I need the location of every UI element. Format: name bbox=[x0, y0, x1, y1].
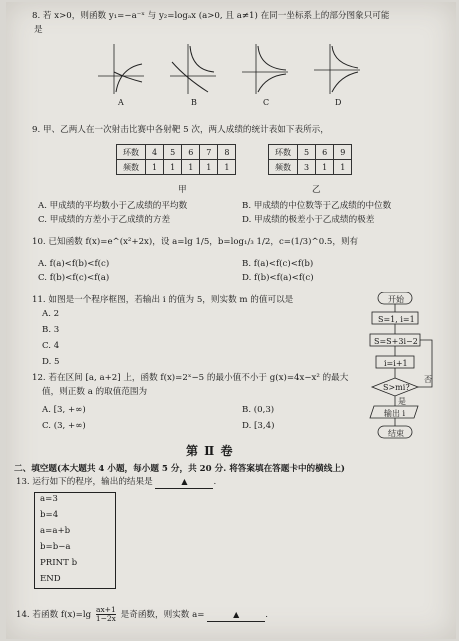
code-line: a=3 bbox=[40, 494, 58, 504]
q11-option-c: C. 4 bbox=[42, 341, 60, 351]
flow-end: 结束 bbox=[388, 429, 404, 438]
q13-stem: 13. 运行如下的程序，输出的结果是 bbox=[16, 477, 153, 487]
q10-option-c: C. f(b)<f(c)<f(a) bbox=[38, 273, 110, 283]
graph-c-label: C bbox=[263, 98, 270, 107]
part2-heading: 二、填空题(本大题共 4 小题，每小题 5 分，共 20 分. 将答案填在答题卡中的横线上) bbox=[14, 464, 345, 474]
flow-step: S=S+3i−2 bbox=[374, 337, 418, 346]
q12-text-2: 值，则正数 a 的取值范围为 bbox=[42, 387, 148, 397]
flow-inc: i=i+1 bbox=[384, 359, 408, 368]
q10-text: 10. 已知函数 f(x)=e^(x²+2x)，设 a=lg 1/5，b=log₁/₃ 1/2，c=(1/3)^0.5，则有 bbox=[32, 237, 359, 247]
table-cell: 1 bbox=[218, 160, 236, 175]
q14-stem-a: 14. 若函数 f(x)=lg bbox=[16, 610, 92, 620]
graph-a bbox=[96, 42, 146, 97]
graph-b-label: B bbox=[191, 98, 197, 107]
flow-cond: S>mi? bbox=[383, 383, 410, 392]
graph-a-label: A bbox=[118, 98, 124, 107]
q11-text: 11. 如图是一个程序框图，若输出 i 的值为 5，则实数 m 的值可以是 bbox=[32, 295, 294, 305]
q14-answer-blank bbox=[207, 609, 265, 622]
q12-option-d: D. [3,4) bbox=[242, 421, 275, 431]
q14-fraction-den: 1−2x bbox=[95, 614, 116, 623]
table-jia-caption: 甲 bbox=[178, 185, 187, 195]
q13-text: 13. 运行如下的程序，输出的结果是 ▲ . bbox=[16, 477, 217, 487]
q10-option-d: D. f(b)<f(a)<f(c) bbox=[242, 273, 314, 283]
q10-option-a: A. f(a)<f(b)<f(c) bbox=[38, 259, 110, 269]
triangle-icon: ▲ bbox=[233, 610, 240, 619]
q12-text: 12. 若在区间 [a, a+2] 上，函数 f(x)=2ˣ−5 的最小值不小于 g(x)=4x−x² 的最大 bbox=[32, 373, 349, 383]
graph-d bbox=[312, 42, 362, 97]
q11-option-a: A. 2 bbox=[42, 309, 60, 319]
table-cell: 4 bbox=[146, 145, 164, 160]
code-line: b=4 bbox=[40, 510, 59, 520]
code-line: END bbox=[40, 574, 61, 584]
q14-text: 14. 若函数 f(x)=lg $\frac{ax+1}{1-2x}$ 是奇函数，则实数 a= ▲ . bbox=[16, 605, 268, 623]
table-cell: 6 bbox=[316, 145, 334, 160]
q9-option-c: C. 甲成绩的方差小于乙成绩的方差 bbox=[38, 215, 171, 225]
table-cell: 5 bbox=[164, 145, 182, 160]
q14-fraction-num: ax+1 bbox=[95, 605, 116, 614]
table-cell: 1 bbox=[164, 160, 182, 175]
graph-b bbox=[168, 42, 218, 97]
flow-init: S=1, i=1 bbox=[378, 315, 415, 324]
q9-option-b: B. 甲成绩的中位数等于乙成绩的中位数 bbox=[242, 201, 392, 211]
q9-option-a: A. 甲成绩的平均数小于乙成绩的平均数 bbox=[38, 201, 188, 211]
graph-d-label: D bbox=[335, 98, 342, 107]
table-cell: 8 bbox=[218, 145, 236, 160]
table-cell: 9 bbox=[334, 145, 352, 160]
flow-no: 否 bbox=[424, 375, 432, 384]
q12-option-b: B. (0,3) bbox=[242, 405, 275, 415]
q11-option-d: D. 5 bbox=[42, 357, 60, 367]
table-cell: 5 bbox=[298, 145, 316, 160]
q12-option-a: A. [3, +∞) bbox=[42, 405, 86, 415]
flow-start: 开始 bbox=[388, 295, 404, 304]
q8-text: 8. 若 x>0，则函数 y₁=−a⁻ˣ 与 y₂=logₐx (a>0, 且 a≠1) 在同一坐标系上的部分图象只可能 bbox=[32, 11, 390, 21]
triangle-icon: ▲ bbox=[181, 477, 188, 486]
table-cell: 7 bbox=[200, 145, 218, 160]
flow-output: 输出 i bbox=[384, 409, 406, 418]
table-cell: 1 bbox=[200, 160, 218, 175]
graph-c bbox=[240, 42, 290, 97]
q8-text-2: 是 bbox=[34, 25, 43, 35]
table-cell: 1 bbox=[334, 160, 352, 175]
table-cell: 6 bbox=[182, 145, 200, 160]
q13-answer-blank bbox=[155, 476, 213, 489]
q11-option-b: B. 3 bbox=[42, 325, 60, 335]
table-cell: 1 bbox=[182, 160, 200, 175]
table-cell: 环数 bbox=[269, 145, 298, 160]
q10-option-b: B. f(a)<f(c)<f(b) bbox=[242, 259, 314, 269]
q14-stem-b: 是奇函数，则实数 a= bbox=[120, 610, 205, 620]
code-line: a=a+b bbox=[40, 526, 71, 536]
table-cell: 1 bbox=[316, 160, 334, 175]
table-cell: 3 bbox=[298, 160, 316, 175]
part2-title: 第 Ⅱ 卷 bbox=[186, 444, 234, 458]
table-yi bbox=[268, 144, 352, 175]
q9-option-d: D. 甲成绩的极差小于乙成绩的极差 bbox=[242, 215, 375, 225]
table-cell: 1 bbox=[146, 160, 164, 175]
table-yi-caption: 乙 bbox=[312, 185, 321, 195]
q12-option-c: C. (3, +∞) bbox=[42, 421, 86, 431]
q14-fraction bbox=[96, 606, 116, 623]
flow-yes: 是 bbox=[398, 397, 406, 406]
table-cell: 环数 bbox=[117, 145, 146, 160]
code-line: PRINT b bbox=[40, 558, 78, 568]
table-jia bbox=[116, 144, 236, 175]
table-cell: 频数 bbox=[269, 160, 298, 175]
exam-page bbox=[6, 2, 456, 639]
q9-text: 9. 甲、乙两人在一次射击比赛中各射靶 5 次，两人成绩的统计表如下表所示， bbox=[32, 125, 329, 135]
code-line: b=b−a bbox=[40, 542, 71, 552]
table-cell: 频数 bbox=[117, 160, 146, 175]
